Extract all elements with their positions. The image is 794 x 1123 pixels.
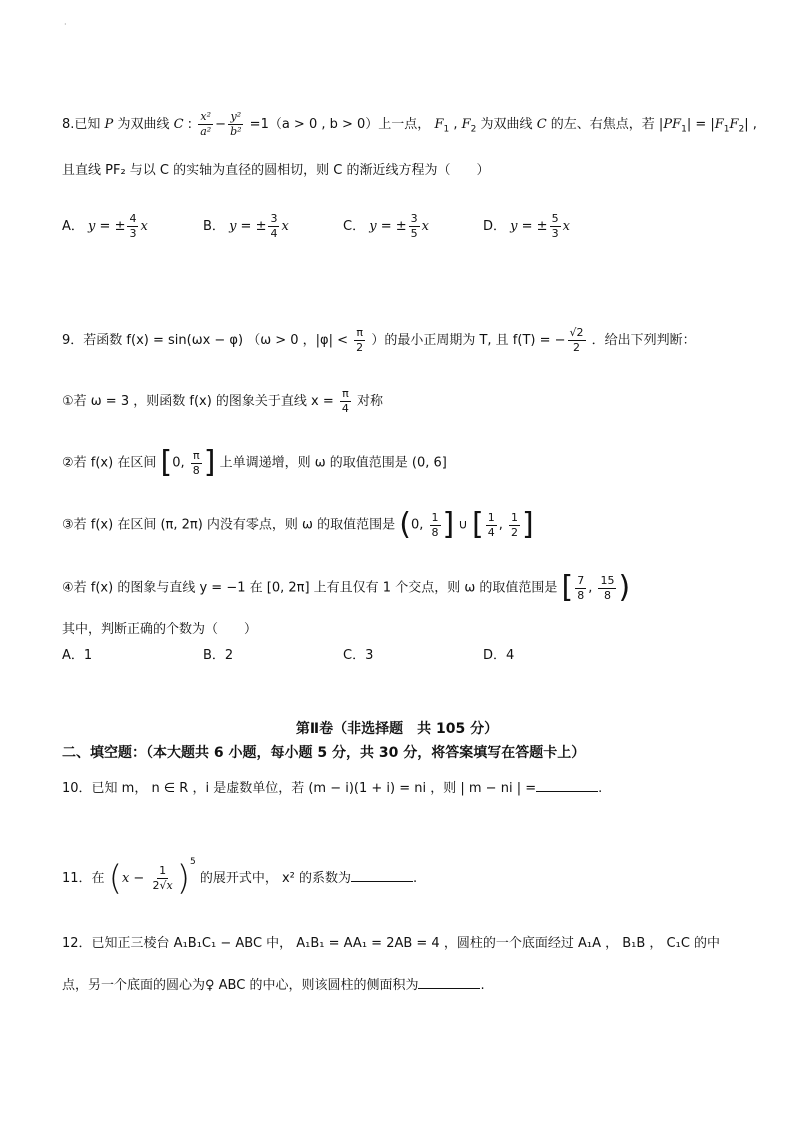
part2-title: 第Ⅱ卷（非选择题 共 105 分）: [295, 721, 499, 737]
q12-answer-blank[interactable]: [418, 974, 480, 989]
corner-mark: ·: [64, 20, 67, 29]
q8-frac-x: $\frac{\text{x²}}{\text{a²}}$: [200, 110, 212, 138]
q11-answer-blank[interactable]: [351, 867, 413, 882]
q10: 10．已知 m， n ∈ R ，i 是虚数单位，若 (m − i)(1 + i) = ni ，则 | m − ni | = .: [62, 777, 602, 799]
q8-option-b[interactable]: B． y = ± $\frac{3}{4}$ x: [203, 212, 289, 240]
q9-line1: 9．若函数 f(x) = sin(ωx − φ) （ω > 0 ，|φ| < $\frac{\pi}{2}$ ）的最小正周期为 T, 且 f(T) = − $\frac{√2}{2}$ ．给出下列判断：: [62, 326, 696, 354]
q9-option-b[interactable]: B．2: [203, 648, 234, 663]
q8-line2: 且直线 PF₂ 与以 C 的实轴为直径的圆相切，则 C 的渐近线方程为（ ）: [62, 163, 490, 178]
q9-statement-4: ④若 f(x) 的图象与直线 y = −1 在 [0, 2π] 上有且仅有 1 个交点，则 ω 的取值范围是 [ $\frac{7}{8}$ , $\frac{15}{8}$ ): [62, 570, 631, 605]
q12-line2: 点，另一个底面的圆心为♀ ABC 的中心，则该圆柱的侧面积为 .: [62, 974, 485, 996]
q9-option-a[interactable]: A．1: [62, 648, 93, 663]
q11: 11．在 (x − $\frac{1}{2√x}$ )$^5$ 的展开式中， x² 的系数为 .: [62, 857, 418, 899]
q9-statement-2: ②若 f(x) 在区间 [0, $\frac{\pi}{8}$ ] 上单调递增，则 ω 的取值范围是 (0, 6]: [62, 445, 447, 480]
q9-statement-1: ①若 ω = 3 ，则函数 f(x) 的图象关于直线 x = $\frac{\pi}{4}$ 对称: [62, 387, 384, 415]
q9-option-c[interactable]: C．3: [343, 648, 374, 663]
q8-option-a[interactable]: A． y = ± $\frac{4}{3}$ x: [62, 212, 148, 240]
section-heading: 二、填空题：（本大题共 6 小题，每小题 5 分，共 30 分，将答案填写在答题卡上）: [62, 745, 586, 761]
q8-option-c[interactable]: C． y = ± $\frac{3}{5}$ x: [343, 212, 429, 240]
q12-line1: 12．已知正三棱台 A₁B₁C₁ − ABC 中， A₁B₁ = AA₁ = 2AB = 4 ，圆柱的一个底面经过 A₁A ， B₁B ， C₁C 的中: [62, 936, 721, 951]
q8-option-d[interactable]: D． y = ± $\frac{5}{3}$ x: [483, 212, 570, 240]
q8-line1: 8.已知 P 为双曲线 C : $\frac{\text{x²}}{\text{a²}}$ − $\frac{\text{y²}}{\text{b²}}$ =1（a > 0 , b > 0）上一点， $F_1$ , $F_2$ 为双曲线 C 的左、右焦点，若 $|PF_1| = |F_1F_2|$ ,: [62, 110, 757, 138]
q9-statement-3: ③若 f(x) 在区间 (π, 2π) 内没有零点，则 ω 的取值范围是 (0, $\frac{1}{8}$ ] ∪ [ $\frac{1}{4}$ , $\frac{1}{2}$ ]: [62, 507, 534, 542]
q10-answer-blank[interactable]: [536, 777, 598, 792]
q8-frac-y: $\frac{\text{y²}}{\text{b²}}$: [230, 110, 242, 138]
q9-summary: 其中，判断正确的个数为（ ）: [62, 622, 258, 637]
q9-option-d[interactable]: D．4: [483, 648, 515, 663]
